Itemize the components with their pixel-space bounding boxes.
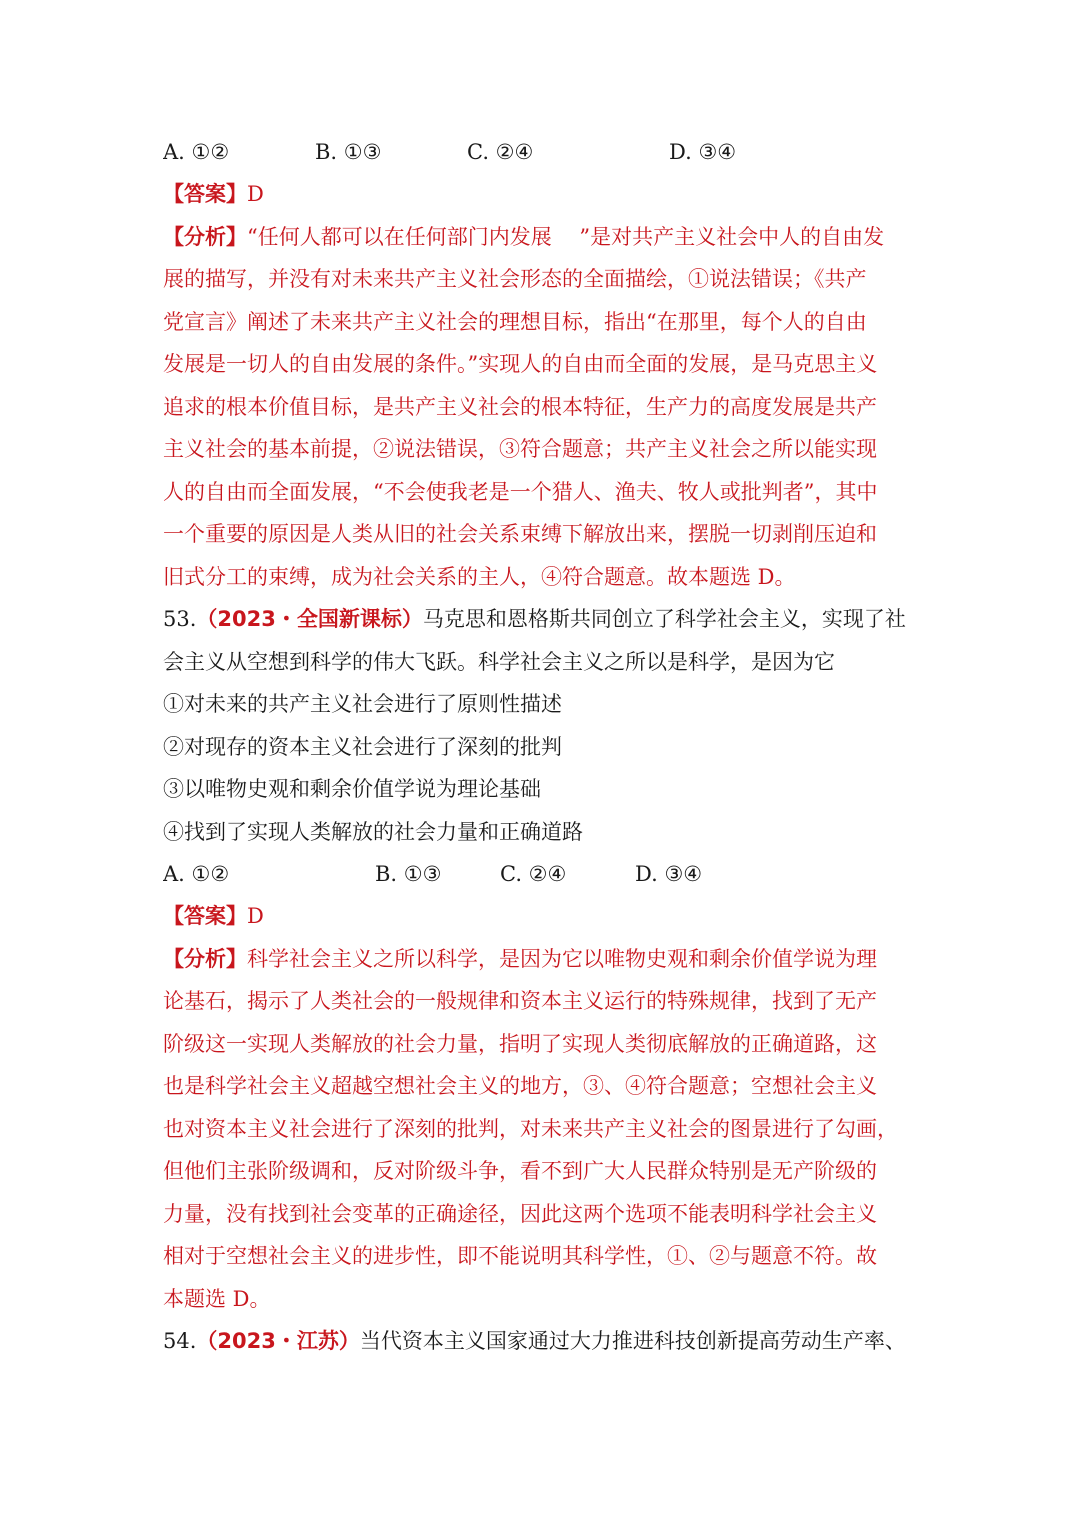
q52-answer-value: D — [247, 182, 264, 206]
q53-statement: ④找到了实现人类解放的社会力量和正确道路 — [163, 820, 583, 844]
q53-option-d: D. ③④ — [635, 862, 703, 886]
q54-stem-text: 当代资本主义国家通过大力推进科技创新提高劳动生产率、 — [359, 1329, 906, 1353]
q53-analysis-text: 科学社会主义之所以科学，是因为它以唯物史观和剩余价值学说为理 — [247, 947, 877, 971]
q52-option-d: D. ③④ — [669, 140, 737, 164]
q53-analysis-line — [163, 938, 923, 981]
q53-option-c: C. ②④ — [500, 862, 567, 886]
q53-analysis-line: 论基石，揭示了人类社会的一般规律和资本主义运行的特殊规律，找到了无产 — [163, 989, 877, 1013]
q53-statement: ②对现存的资本主义社会进行了深刻的批判 — [163, 735, 562, 759]
q53-stem-text: 马克思和恩格斯共同创立了科学社会主义，实现了社 — [422, 607, 906, 631]
q53-analysis-line: 相对于空想社会主义的进步性，即不能说明其科学性，①、②与题意不符。故 — [163, 1244, 877, 1268]
q53-analysis-line: 力量，没有找到社会变革的正确途径，因此这两个选项不能表明科学社会主义 — [163, 1202, 877, 1226]
q52-analysis-line: 主义社会的基本前提，②说法错误，③符合题意；共产主义社会之所以能实现 — [163, 437, 877, 461]
q52-analysis-tag: 【分析】 — [163, 224, 247, 249]
q53-statement: ③以唯物史观和剩余价值学说为理论基础 — [163, 777, 541, 801]
q53-option-a: A. ①② — [163, 862, 230, 886]
q52-options — [163, 131, 923, 174]
q52-analysis-line: 人的自由而全面发展，“不会使我老是一个猎人、渔夫、牧人或批判者”，其中 — [163, 480, 878, 504]
q52-answer — [163, 173, 923, 216]
q52-analysis-line: 党宣言》阐述了未来共产主义社会的理想目标，指出“在那里，每个人的自由 — [163, 310, 867, 334]
q52-option-c: C. ②④ — [467, 140, 534, 164]
q52-option-a: A. ①② — [163, 140, 230, 164]
q53-analysis-tag: 【分析】 — [163, 946, 247, 971]
q54-number: 54. — [163, 1329, 197, 1353]
q52-option-b: B. ①③ — [315, 140, 382, 164]
q53-analysis-line: 也是科学社会主义超越空想社会主义的地方，③、④符合题意；空想社会主义 — [163, 1074, 877, 1098]
q53-stem — [163, 598, 923, 641]
q53-option-b: B. ①③ — [375, 862, 442, 886]
q53-analysis-line: 但他们主张阶级调和，反对阶级斗争，看不到广大人民群众特别是无产阶级的 — [163, 1159, 877, 1183]
q53-analysis-line: 阶级这一实现人类解放的社会力量，指明了实现人类彻底解放的正确道路，这 — [163, 1032, 877, 1056]
q53-stem-line: 会主义从空想到科学的伟大飞跃。科学社会主义之所以是科学，是因为它 — [163, 650, 835, 674]
q53-answer-tag: 【答案】 — [163, 903, 247, 928]
q52-analysis-line: 一个重要的原因是人类从旧的社会关系束缚下解放出来，摆脱一切剥削压迫和 — [163, 522, 877, 546]
q53-statement: ①对未来的共产主义社会进行了原则性描述 — [163, 692, 562, 716]
q54-source: （2023・江苏） — [196, 1329, 360, 1353]
q53-analysis-line: 本题选 D。 — [163, 1287, 271, 1311]
q53-answer — [163, 895, 923, 938]
q53-answer-value: D — [247, 904, 264, 928]
q52-analysis-line — [163, 216, 923, 259]
q52-analysis-line: 发展是一切人的自由发展的条件。”实现人的自由而全面的发展，是马克思主义 — [163, 352, 878, 376]
q52-analysis-line: 追求的根本价值目标，是共产主义社会的根本特征，生产力的高度发展是共产 — [163, 395, 877, 419]
q52-answer-tag: 【答案】 — [163, 181, 247, 206]
q53-number: 53. — [163, 607, 197, 631]
q53-options — [163, 853, 923, 896]
q52-analysis-line: 展的描写，并没有对未来共产主义社会形态的全面描绘，①说法错误；《共产 — [163, 267, 867, 291]
q54-stem — [163, 1320, 923, 1363]
q53-analysis-line: 也对资本主义社会进行了深刻的批判，对未来共产主义社会的图景进行了勾画， — [163, 1117, 898, 1141]
q52-analysis-text: “任何人都可以在任何部门内发展 ”是对共产主义社会中人的自由发 — [247, 225, 885, 249]
q53-source: （2023・全国新课标） — [196, 607, 423, 631]
q52-analysis-line: 旧式分工的束缚，成为社会关系的主人，④符合题意。故本题选 D。 — [163, 565, 796, 589]
